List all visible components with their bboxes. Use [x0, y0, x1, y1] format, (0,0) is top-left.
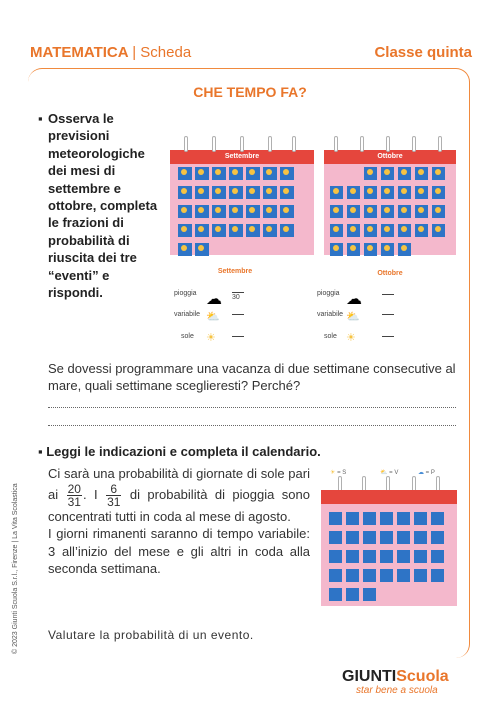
- legend-sun: ☀ = S: [330, 470, 347, 476]
- question-text: Se dovessi programmare una vacanza di due settimane consecutive al mare, quali settimane sceglieresti? Perché?: [48, 361, 456, 393]
- fraction-line: [232, 292, 244, 293]
- text-part: di probabilità di pioggia sono concentrati tutti in coda al mese di agosto.: [48, 486, 310, 524]
- rain-icon: ☁: [346, 291, 362, 308]
- calendar-day: [398, 243, 411, 256]
- calendar-day: [280, 167, 294, 180]
- ring-icon: [438, 136, 442, 152]
- ring-icon: [268, 136, 272, 152]
- calendar-october-label: Ottobre: [377, 153, 403, 160]
- ring-icon: [386, 136, 390, 152]
- calendar-day[interactable]: [414, 569, 427, 582]
- calendar-day: [381, 205, 394, 218]
- fraction-line: [382, 314, 394, 315]
- instruction-1: [38, 110, 166, 301]
- ring-icon: [412, 136, 416, 152]
- calendar-day: [246, 186, 260, 199]
- calendar-day[interactable]: [380, 531, 393, 544]
- calendar-day: [212, 167, 226, 180]
- calendar-day[interactable]: [414, 550, 427, 563]
- sheet-type: Scheda: [140, 44, 192, 61]
- calendar-day: [330, 224, 343, 237]
- fraction-line: [382, 336, 394, 337]
- row-label: sole: [181, 333, 194, 340]
- calendar-day: [330, 205, 343, 218]
- fraction-rain: $\frac{6}{31}$: [107, 481, 121, 509]
- calendar-day[interactable]: [380, 569, 393, 582]
- logo-brand: GIUNTI: [342, 668, 397, 685]
- fraction-sun: $\frac{20}{31}$: [67, 481, 81, 509]
- footer-objective: Valutare la probabilità di un evento.: [48, 628, 254, 642]
- row-label: sole: [324, 333, 337, 340]
- ring-icon: [360, 136, 364, 152]
- calendar-day: [280, 224, 294, 237]
- variable-icon: ⛅: [206, 311, 220, 323]
- rain-icon: ☁: [418, 470, 424, 476]
- calendar-day: [212, 224, 226, 237]
- calendar-day: [432, 167, 445, 180]
- calendar-day[interactable]: [346, 569, 359, 582]
- sun-icon: ☀: [346, 332, 356, 344]
- answer-line[interactable]: [48, 425, 456, 426]
- row-label: pioggia: [174, 290, 197, 297]
- ring-icon: [212, 136, 216, 152]
- calendar-day: [381, 186, 394, 199]
- instruction-2-text: Leggi le indicazioni e completa il calendario.: [46, 444, 321, 459]
- calendar-day[interactable]: [329, 550, 342, 563]
- legend-rain: ☁ = P: [418, 470, 435, 476]
- calendar-day: [347, 186, 360, 199]
- fraction-line: [382, 294, 394, 295]
- table-october-title: Ottobre: [377, 270, 403, 277]
- calendar-day: [347, 243, 360, 256]
- calendar-day[interactable]: [329, 569, 342, 582]
- calendar-day: [178, 224, 192, 237]
- sun-icon: ☀: [330, 470, 336, 476]
- calendar-day: [398, 224, 411, 237]
- tagline: star bene a scuola: [356, 685, 438, 696]
- calendar-august-empty: [321, 490, 457, 606]
- calendar-day: [246, 167, 260, 180]
- calendar-day[interactable]: [346, 550, 359, 563]
- calendar-day: [432, 205, 445, 218]
- fraction-line: [232, 336, 244, 337]
- calendar-day: [195, 224, 209, 237]
- calendar-day[interactable]: [380, 550, 393, 563]
- calendar-day: [229, 224, 243, 237]
- calendar-day[interactable]: [329, 531, 342, 544]
- calendar-day: [415, 205, 428, 218]
- ring-icon: [240, 136, 244, 152]
- ring-icon: [334, 136, 338, 152]
- calendar-day: [432, 186, 445, 199]
- calendar-day: [364, 186, 377, 199]
- calendar-day[interactable]: [397, 531, 410, 544]
- calendar-day: [381, 167, 394, 180]
- calendar-day[interactable]: [397, 569, 410, 582]
- row-label: variabile: [174, 311, 201, 318]
- ring-icon: [184, 136, 188, 152]
- header-subject: [30, 44, 191, 61]
- calendar-day: [263, 224, 277, 237]
- ring-icon: [292, 136, 296, 152]
- calendar-day: [229, 167, 243, 180]
- calendar-day[interactable]: [363, 588, 376, 601]
- calendar-day[interactable]: [397, 512, 410, 525]
- logo: [342, 668, 449, 686]
- variable-icon: ⛅: [380, 470, 388, 476]
- calendar-day: [330, 186, 343, 199]
- calendar-day[interactable]: [346, 531, 359, 544]
- fraction-line: [232, 314, 244, 315]
- calendar-day[interactable]: [329, 588, 342, 601]
- table-september-title: Settembre: [217, 268, 253, 275]
- calendar-day: [246, 224, 260, 237]
- calendar-day: [398, 186, 411, 199]
- calendar-day: [178, 243, 192, 256]
- row-label: variabile: [317, 311, 344, 318]
- calendar-day: [398, 167, 411, 180]
- calendar-day: [381, 243, 394, 256]
- calendar-day[interactable]: [346, 512, 359, 525]
- subject-label: MATEMATICA: [30, 44, 129, 61]
- row-label: pioggia: [317, 290, 340, 297]
- variable-icon: ⛅: [346, 311, 360, 323]
- calendar-day: [280, 205, 294, 218]
- calendar-day: [263, 167, 277, 180]
- calendar-september-label: Settembre: [224, 153, 260, 160]
- calendar-day[interactable]: [431, 550, 444, 563]
- rain-icon: ☁: [206, 291, 222, 308]
- calendar-day: [195, 167, 209, 180]
- text-part: Ci sarà una probabilità di giornate di sole pari ai: [48, 466, 310, 502]
- calendar-day[interactable]: [380, 512, 393, 525]
- calendar-day[interactable]: [363, 512, 376, 525]
- calendar-day: [415, 224, 428, 237]
- instruction-1-text: Osserva le previsioni meteorologiche dei mesi di settembre e ottobre, completa le frazioni di probabilità di riuscita dei tre “eventi” e rispondi.: [48, 111, 158, 301]
- answer-line[interactable]: [48, 407, 456, 408]
- logo-brand2: Scuola: [396, 668, 449, 685]
- calendar-day[interactable]: [329, 512, 342, 525]
- calendar-day: [212, 186, 226, 199]
- calendar-day[interactable]: [414, 531, 427, 544]
- calendar-day: [229, 186, 243, 199]
- calendar-day: [347, 205, 360, 218]
- calendar-day: [330, 243, 343, 256]
- calendar-day[interactable]: [414, 512, 427, 525]
- calendar-day: [195, 186, 209, 199]
- instruction-2: [38, 444, 321, 459]
- calendar-day: [263, 186, 277, 199]
- calendar-day: [381, 224, 394, 237]
- calendar-day: [195, 243, 209, 256]
- calendar-day: [364, 243, 377, 256]
- calendar-day: [432, 224, 445, 237]
- calendar-day: [178, 186, 192, 199]
- calendar-day[interactable]: [431, 569, 444, 582]
- calendar-day: [246, 205, 260, 218]
- calendar-day: [364, 167, 377, 180]
- calendar-day: [178, 205, 192, 218]
- calendar-day[interactable]: [363, 569, 376, 582]
- calendar-day: [178, 167, 192, 180]
- calendar-day: [398, 205, 411, 218]
- bullet-icon: ▪: [38, 111, 43, 126]
- calendar-september: [170, 150, 314, 255]
- calendar-day[interactable]: [346, 588, 359, 601]
- exercise-text: [48, 465, 310, 578]
- page-title: CHE TEMPO FA?: [193, 84, 307, 100]
- calendar-day: [415, 167, 428, 180]
- calendar-day[interactable]: [431, 512, 444, 525]
- fraction-denominator: 30: [232, 294, 240, 301]
- sun-icon: ☀: [206, 332, 216, 344]
- copyright: © 2023 Giunti Scuola S.r.l., Firenze | La Vita Scolastica: [12, 483, 19, 654]
- calendar-day: [229, 205, 243, 218]
- calendar-day: [280, 186, 294, 199]
- text-part: I giorni rimanenti saranno di tempo variabile: 3 all’inizio del mese e gli altri in coda alla seconda settimana.: [48, 526, 310, 576]
- calendar-day[interactable]: [397, 550, 410, 563]
- calendar-day[interactable]: [363, 550, 376, 563]
- calendar-day: [212, 205, 226, 218]
- calendar-day: [195, 205, 209, 218]
- calendar-day[interactable]: [431, 531, 444, 544]
- calendar-day: [364, 224, 377, 237]
- class-label: Classe quinta: [374, 44, 472, 61]
- header-divider: |: [132, 44, 137, 61]
- calendar-day: [364, 205, 377, 218]
- calendar-day: [263, 205, 277, 218]
- legend-variable: ⛅ = V: [380, 470, 399, 476]
- calendar-day: [347, 224, 360, 237]
- calendar-october: [324, 150, 456, 255]
- calendar-day: [415, 186, 428, 199]
- bullet-icon: ▪: [38, 444, 47, 459]
- calendar-day[interactable]: [363, 531, 376, 544]
- text-part: . I: [82, 486, 98, 502]
